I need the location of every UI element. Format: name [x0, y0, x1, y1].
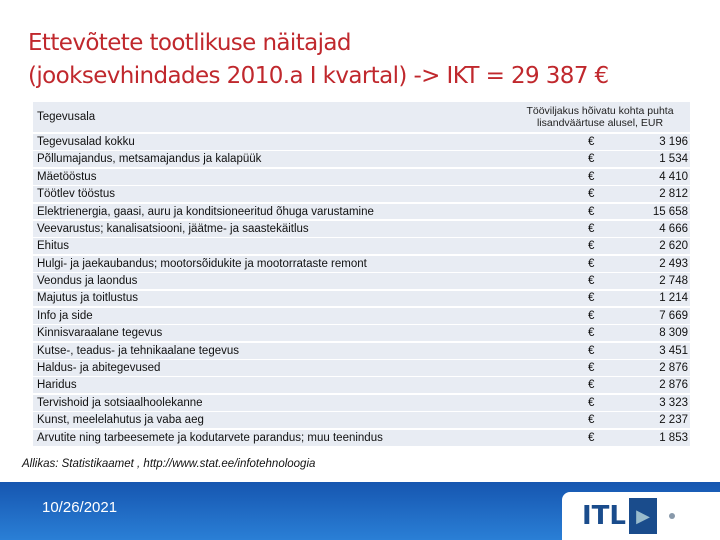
row-value: 4 410	[659, 170, 688, 183]
row-value: 8 309	[659, 327, 688, 340]
itl-logo	[562, 492, 720, 540]
footer-bar	[0, 482, 720, 540]
header-productivity: Tööviljakus hõivatu kohta puhta lisandväärtuse alusel, EUR	[526, 105, 674, 129]
slide-title	[28, 27, 609, 93]
row-value: 2 620	[659, 240, 688, 253]
currency-symbol: €	[588, 170, 595, 183]
row-value: 3 196	[659, 135, 688, 148]
table-row	[33, 430, 690, 446]
row-value: 3 323	[659, 396, 688, 409]
row-label: Tervishoid ja sotsiaalhoolekanne	[37, 396, 203, 409]
table-row	[33, 221, 690, 237]
table-row	[33, 360, 690, 376]
row-value: 2 493	[659, 257, 688, 270]
row-label: Hulgi- ja jaekaubandus; mootorsõidukite ja mootorrataste remont	[37, 257, 367, 270]
row-value: 3 451	[659, 344, 688, 357]
currency-symbol: €	[588, 222, 595, 235]
table-row	[33, 377, 690, 393]
currency-symbol: €	[588, 240, 595, 253]
row-value: 7 669	[659, 309, 688, 322]
table-row	[33, 412, 690, 428]
row-value: 2 812	[659, 188, 688, 201]
row-label: Tegevusalad kokku	[37, 135, 135, 148]
dot-icon	[669, 513, 675, 519]
row-label: Haldus- ja abitegevused	[37, 362, 161, 375]
currency-symbol: €	[588, 379, 595, 392]
currency-symbol: €	[588, 153, 595, 166]
row-value: 2 748	[659, 275, 688, 288]
source-note: Allikas: Statistikaamet , http://www.stat.ee/infotehnoloogia	[22, 458, 316, 470]
row-label: Majutus ja toitlustus	[37, 292, 138, 305]
row-label: Kinnisvaraalane tegevus	[37, 327, 163, 340]
productivity-table	[33, 102, 690, 447]
table-row	[33, 186, 690, 202]
row-value: 2 876	[659, 362, 688, 375]
row-value: 15 658	[652, 205, 688, 218]
row-label: Põllumajandus, metsamajandus ja kalapüük	[37, 153, 262, 166]
row-label: Veevarustus; kanalisatsiooni, jäätme- ja saastekäitlus	[37, 222, 309, 235]
row-value: 1 853	[659, 431, 688, 444]
row-label: Veondus ja laondus	[37, 275, 138, 288]
table-row	[33, 395, 690, 411]
play-icon: ▶	[629, 498, 657, 534]
row-value: 1 534	[659, 153, 688, 166]
row-label: Arvutite ning tarbeesemete ja kodutarvete parandus; muu teenindus	[37, 431, 383, 444]
table-row	[33, 325, 690, 341]
currency-symbol: €	[588, 362, 595, 375]
currency-symbol: €	[588, 309, 595, 322]
table-row	[33, 256, 690, 272]
currency-symbol: €	[588, 257, 595, 270]
table-row	[33, 343, 690, 359]
table-header	[33, 102, 690, 132]
table-row	[33, 238, 690, 254]
row-label: Elektrienergia, gaasi, auru ja konditsioneeritud õhuga varustamine	[37, 205, 374, 218]
table-row	[33, 308, 690, 324]
footer-date: 10/26/2021	[42, 499, 118, 516]
title-line-1: Ettevõtete tootlikuse näitajad	[28, 30, 351, 56]
currency-symbol: €	[588, 396, 595, 409]
row-label: Haridus	[37, 379, 77, 392]
row-label: Mäetööstus	[37, 170, 97, 183]
row-value: 2 876	[659, 379, 688, 392]
row-label: Info ja side	[37, 309, 93, 322]
currency-symbol: €	[588, 188, 595, 201]
table-row	[33, 151, 690, 167]
table-row	[33, 291, 690, 307]
currency-symbol: €	[588, 414, 595, 427]
row-value: 4 666	[659, 222, 688, 235]
table-row	[33, 134, 690, 150]
currency-symbol: €	[588, 431, 595, 444]
currency-symbol: €	[588, 327, 595, 340]
table-row	[33, 273, 690, 289]
row-label: Kutse-, teadus- ja tehnikaalane tegevus	[37, 344, 240, 357]
row-label: Kunst, meelelahutus ja vaba aeg	[37, 414, 204, 427]
title-line-2: (jooksevhindades 2010.a I kvartal) -> IKT = 29 387 €	[28, 63, 609, 89]
currency-symbol: €	[588, 205, 595, 218]
logo-text: ITL	[582, 501, 626, 531]
row-value: 1 214	[659, 292, 688, 305]
table-row	[33, 169, 690, 185]
row-label: Töötlev tööstus	[37, 188, 115, 201]
currency-symbol: €	[588, 344, 595, 357]
currency-symbol: €	[588, 135, 595, 148]
currency-symbol: €	[588, 275, 595, 288]
header-activity: Tegevusala	[37, 111, 96, 123]
table-row	[33, 204, 690, 220]
currency-symbol: €	[588, 292, 595, 305]
row-label: Ehitus	[37, 240, 69, 253]
row-value: 2 237	[659, 414, 688, 427]
